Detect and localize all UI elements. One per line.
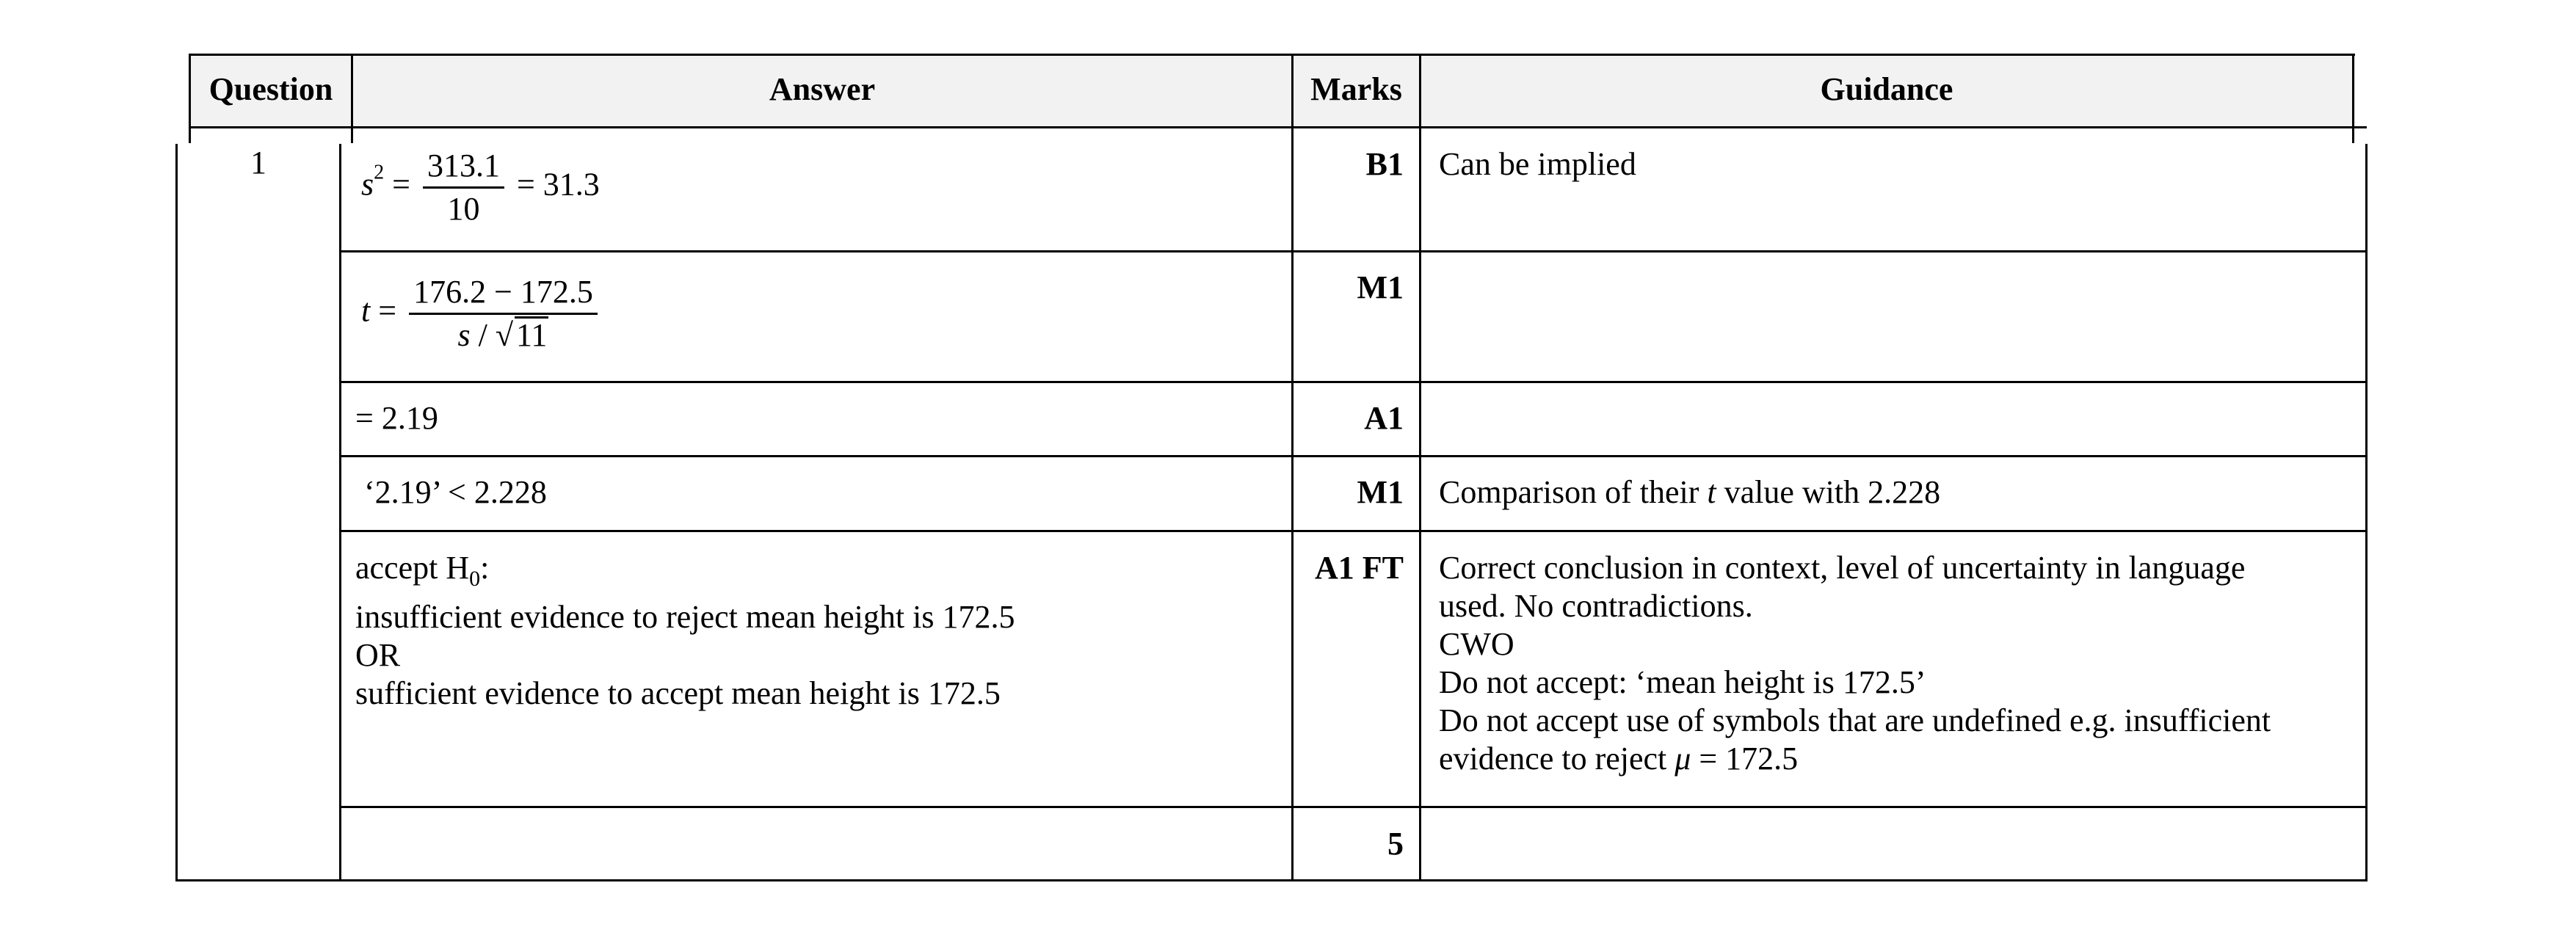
answer-line-or: OR [355, 637, 401, 673]
fraction-numerator: 313.1 [423, 145, 504, 189]
row-divider-4 [340, 530, 2367, 532]
header-guidance: Guidance [1820, 71, 1953, 107]
mark-row-3: A1 [1364, 400, 1404, 436]
fraction-denominator: 10 [447, 191, 480, 227]
equation-exponent: 2 [374, 161, 385, 184]
equation-variable-t: t [361, 292, 371, 329]
row-divider-2 [340, 381, 2367, 383]
marks-guidance-divider [1419, 54, 1421, 881]
table-left-border [175, 144, 178, 881]
guidance-row-1: Can be implied [1439, 146, 1636, 182]
guidance-row-4 [1439, 473, 1940, 512]
equation-variable-s: s [361, 166, 374, 203]
header-marks: Marks [1310, 71, 1402, 107]
guidance-mu-symbol: μ [1675, 741, 1691, 777]
guidance-line-6-value: = 172.5 [1691, 741, 1799, 777]
sqrt-argument: 11 [516, 317, 548, 353]
row-divider-1 [340, 250, 2367, 252]
answer-line-insufficient: insufficient evidence to reject mean height is 172.5 [355, 599, 1015, 635]
answer-line-colon: : [480, 550, 490, 586]
fraction [409, 272, 598, 356]
answer-row-4: ‘2.19’ < 2.228 [364, 474, 547, 510]
sqrt-sign: √ [495, 317, 514, 353]
answer-line-accept [355, 549, 1015, 598]
answer-row-1-equation [361, 145, 600, 230]
guidance-row-5 [1439, 549, 2271, 778]
mark-row-2: M1 [1357, 269, 1404, 305]
question-number: 1 [250, 145, 266, 181]
header-top-border [189, 54, 2355, 56]
guidance-line-3: CWO [1439, 626, 1514, 662]
denominator-s: s [457, 317, 471, 353]
guidance-line-4: Do not accept: ‘mean height is 172.5’ [1439, 664, 1926, 700]
header-question: Question [208, 71, 333, 107]
denominator-slash: / [478, 317, 487, 353]
answer-line-sufficient: sufficient evidence to accept mean height is 172.5 [355, 675, 1001, 711]
guidance-line-6-text: evidence to reject [1439, 741, 1675, 777]
answer-row-2-equation [361, 272, 602, 356]
fraction-denominator [454, 315, 554, 356]
question-column-divider [339, 144, 341, 881]
guidance-line-1: Correct conclusion in context, level of uncertainty in language [1439, 550, 2246, 586]
guidance-text: value with 2.228 [1716, 474, 1941, 510]
answer-line-accept-text: accept H [355, 550, 470, 586]
equation-result: = 31.3 [516, 166, 600, 203]
row-divider-5 [340, 806, 2367, 808]
guidance-line-5: Do not accept use of symbols that are undefined e.g. insufficient [1439, 702, 2271, 738]
equation-equals: = [392, 166, 410, 203]
equation-equals: = [378, 292, 397, 329]
answer-row-5 [355, 549, 1015, 713]
guidance-line-6 [1439, 740, 2271, 778]
mark-row-4: M1 [1357, 474, 1404, 510]
mark-row-1: B1 [1365, 146, 1404, 182]
fraction-numerator: 176.2 − 172.5 [409, 272, 598, 315]
guidance-line-2: used. No contradictions. [1439, 588, 1753, 624]
total-marks: 5 [1387, 826, 1404, 862]
answer-row-3: = 2.19 [355, 400, 438, 436]
h0-subscript: 0 [469, 567, 481, 591]
header-bottom-border [189, 126, 2367, 128]
table-bottom-border [176, 879, 2367, 881]
row-divider-3 [340, 455, 2367, 457]
mark-row-5: A1 FT [1315, 550, 1404, 586]
table-right-border [2365, 144, 2368, 881]
guidance-variable-t: t [1707, 474, 1716, 510]
guidance-text: Comparison of their [1439, 474, 1708, 510]
header-answer: Answer [769, 71, 876, 107]
header-right-border [2352, 54, 2354, 143]
fraction [423, 145, 504, 230]
